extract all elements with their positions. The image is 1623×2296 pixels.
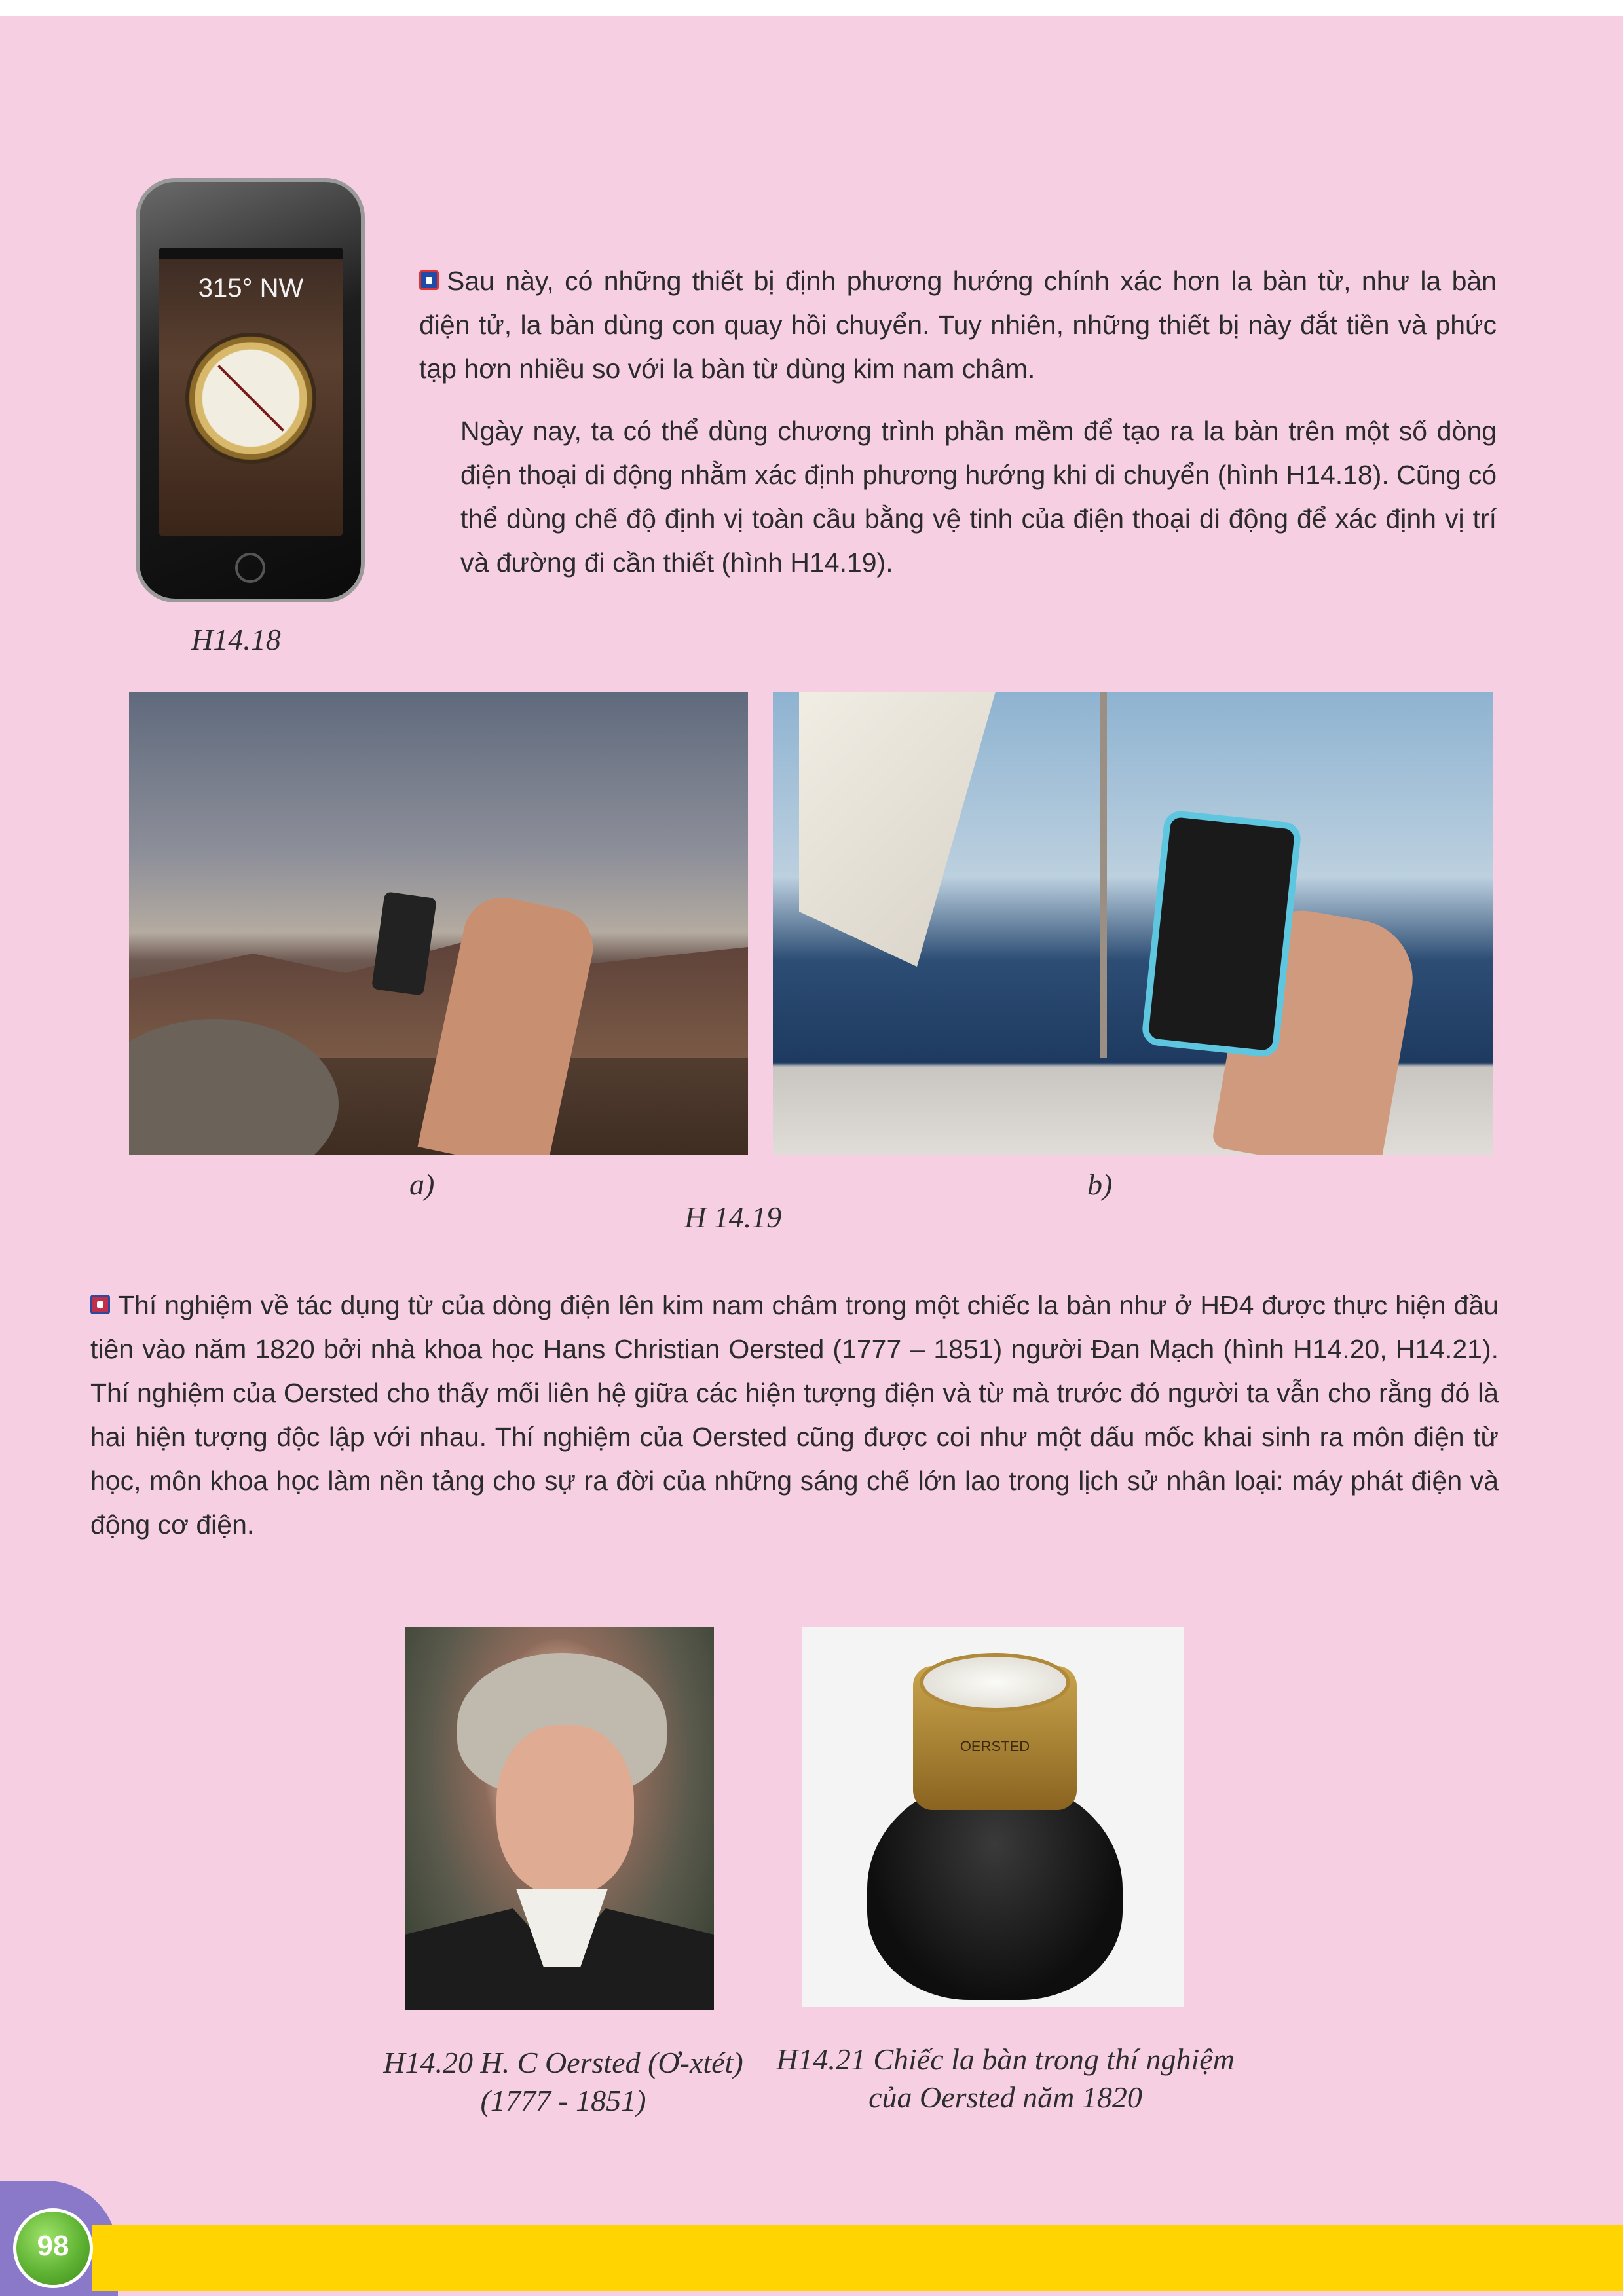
- paragraph-text: Sau này, có những thiết bị định phương hướng chính xác hơn la bàn từ, như la bàn điện tử, la bàn dùng con quay hồi chuyển. Tuy nhiên, những thiết bị này đắt tiền và phức tạp hơn nhiều so với la bàn từ dùng kim nam châm.: [419, 266, 1497, 384]
- caption-line: H14.21 Chiếc la bàn trong thí nghiệm: [776, 2043, 1235, 2076]
- compass-base-shape: [867, 1777, 1123, 2000]
- oersted-compass-photo: [802, 1627, 1184, 2007]
- figure-caption-h1421: [766, 2041, 1244, 2117]
- phone-screen: [159, 248, 343, 536]
- bullet-icon: [90, 1295, 110, 1314]
- paragraph-text: Thí nghiệm về tác dụng từ của dòng điện lên kim nam châm trong một chiếc la bàn như ở HĐ4 được thực hiện đầu tiên vào năm 1820 bởi nhà khoa học Hans Christian Oersted (1777 – 1851) người Đan Mạch (hình H14.20, H14.21). Thí nghiệm của Oersted cho thấy mối liên hệ giữa các hiện tượng điện và từ mà trước đó người ta vẫn cho rằng đó là hai hiện tượng độc lập với nhau. Thí nghiệm của Oersted cũng được coi như một dấu mốc khai sinh ra môn điện từ học, môn khoa học làm nền tảng cho sự ra đời của những sáng chế lớn lao trong lịch sử nhân loại: máy phát điện và động cơ điện.: [90, 1290, 1499, 1540]
- paragraph-phones: Ngày nay, ta có thể dùng chương trình phần mềm để tạo ra la bàn trên một số dòng điện thoại di động nhằm xác định phương hướng khi di chuyển (hình H14.18). Cũng có thể dùng chế độ định vị toàn cầu bằng vệ tinh của điện thoại di động để xác định vị trí và đường đi cần thiết (hình H14.19).: [460, 416, 1497, 578]
- phone-status-bar: [159, 248, 343, 259]
- page-number: 98: [37, 2230, 69, 2262]
- figure-caption-h1419: H 14.19: [684, 1200, 782, 1234]
- caption-line: của Oersted năm 1820: [868, 2081, 1142, 2114]
- top-margin: [0, 0, 1623, 16]
- phone-compass-image: [136, 178, 365, 602]
- bullet-icon: [419, 270, 439, 290]
- arm-shape: [418, 891, 601, 1155]
- sail-shape: [799, 692, 996, 967]
- compass-needle-icon: [217, 365, 284, 432]
- compass-glass-icon: [920, 1653, 1070, 1712]
- subfigure-label-b: b): [1087, 1168, 1113, 1201]
- phone-icon: [1141, 809, 1302, 1058]
- oersted-portrait: [405, 1627, 714, 2010]
- footer-bar: [92, 2225, 1623, 2291]
- caption-line: (1777 - 1851): [480, 2084, 646, 2117]
- paragraph-devices: [419, 259, 1497, 391]
- compass-dial-icon: [185, 333, 316, 464]
- figure-caption-h1420: [367, 2044, 760, 2120]
- figure-caption-h1418: H14.18: [191, 623, 281, 656]
- paragraph-oersted: [90, 1284, 1499, 1547]
- photo-sailboat-phone: [773, 692, 1493, 1155]
- face-shape: [496, 1725, 634, 1895]
- compass-engraving: OERSTED: [960, 1738, 1030, 1754]
- caption-line: H14.20 H. C Oersted (Ơ-xtét): [383, 2046, 743, 2079]
- compass-heading-readout: 315° NW: [198, 274, 304, 303]
- home-button-icon: [235, 553, 265, 583]
- photo-mountains-phone: [129, 692, 748, 1155]
- mast-shape: [1100, 692, 1107, 1058]
- subfigure-label-a: a): [409, 1168, 435, 1201]
